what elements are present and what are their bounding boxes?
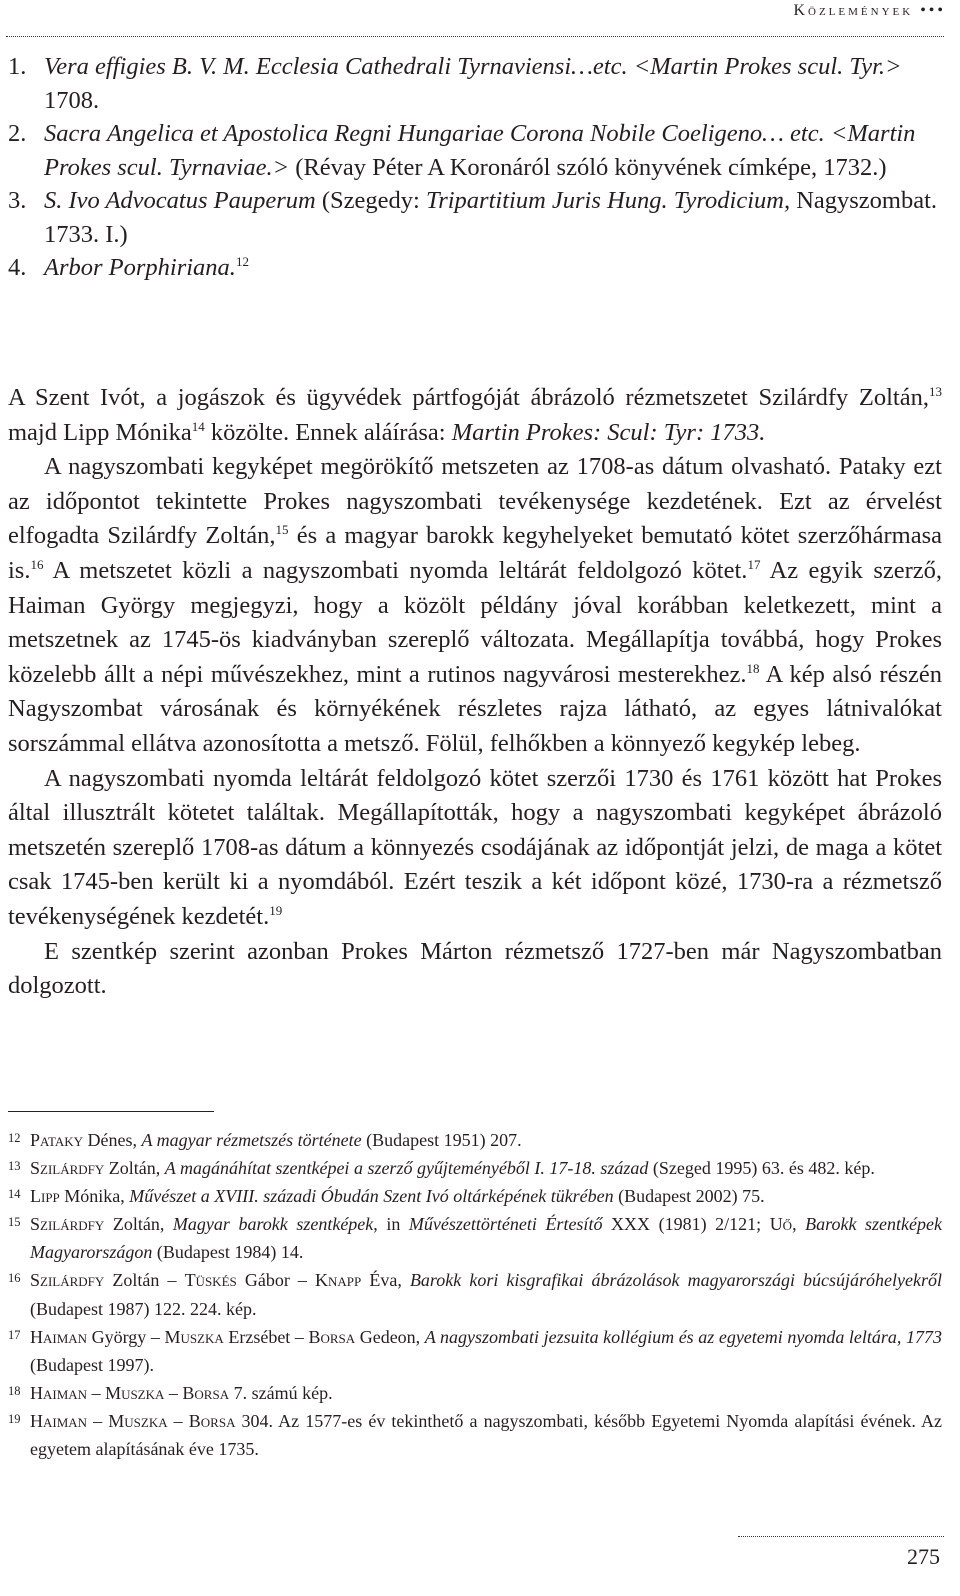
text-run: (Budapest 1951) 207.: [361, 1130, 522, 1150]
text-run: XXX (1981) 2/121;: [602, 1214, 770, 1235]
text-run: és a magyar barokk kegyhelyeket bemutató kötet szerzőhármasa is.: [8, 522, 942, 584]
author-name: Uő: [769, 1214, 793, 1235]
list-number: 3.: [8, 187, 27, 214]
text-run: 304. Az 1577-es év tekinthető a nagyszombati, később Egyetemi Nyomda alapítási évének. Az egyetem alapításának éve 1735.: [30, 1410, 942, 1460]
italic-text: Arbor Porphiriana.: [44, 254, 236, 281]
footnote: [8, 1379, 942, 1407]
engraving-list: [8, 50, 942, 285]
italic-text: Martin Prokes: Scul: Tyr: 1733.: [451, 418, 766, 446]
text-run: (Szegedy:: [315, 187, 426, 214]
paragraph: [8, 450, 942, 761]
text-run: , in: [373, 1214, 409, 1235]
author-name: Szilárdfy: [30, 1158, 105, 1179]
text-run: Mónika,: [59, 1186, 130, 1207]
footnote-number: 15: [8, 1215, 21, 1230]
author-name: Muszka: [164, 1326, 224, 1347]
italic-text: Magyar barokk szentképek: [172, 1214, 374, 1235]
text-run: A nagyszombati nyomda leltárát feldolgozó kötet szerzői 1730 és 1761 között hat Prokes által illusztrált kötetet találtak. Megállapították, hogy a nagyszombati kegyképet ábrázoló metszetén szereplő 1708-as dátum a könnyezés csodájának az időpontját jelzi, de maga a kötet csak 1745-ben került ki a nyomdából. Ezért teszik a két időpont közé, 1730-ra a rézmetsző tevékenységének kezdetét.: [8, 764, 942, 930]
footnote-ref: 13: [929, 383, 942, 399]
header-dotted-rule: [6, 36, 944, 37]
text-run: majd Lipp Mónika: [8, 418, 192, 446]
paragraph: [8, 762, 942, 935]
author-name: Haiman: [30, 1410, 88, 1431]
author-name: Lipp: [30, 1186, 60, 1207]
footnote: [8, 1323, 942, 1379]
paragraph: [8, 935, 942, 1004]
author-name: Szilárdfy: [30, 1270, 105, 1291]
italic-text: A magánáhítat szentképei a szerző gyűjteményéből I. 17-18. század: [164, 1158, 649, 1179]
page-number: 275: [907, 1544, 940, 1569]
footnote-ref: 15: [275, 522, 289, 538]
author-name: Haiman: [30, 1382, 88, 1403]
footer-dotted-rule: [738, 1536, 944, 1537]
footnote: [8, 1266, 942, 1322]
text-run: –: [87, 1382, 106, 1403]
text-run: Gedeon,: [355, 1326, 425, 1347]
text-run: (Budapest 1987) 122. 224. kép.: [30, 1298, 257, 1319]
text-run: Az egyik szerző, Haiman György megjegyzi, hogy a közölt példány jóval korábban keletkezett, mint a metszetnek az 1745-ös kiadványban szereplő változata. Megállapítja továbbá, hogy Prokes közelebb állt a népi művészekhez, mint a rutinos nagyvárosi mesterekhez.: [8, 556, 943, 688]
footnote-number: 14: [8, 1187, 21, 1202]
footnote-ref: 19: [269, 902, 283, 918]
text-run: (Budapest 2002) 75.: [613, 1186, 765, 1207]
text-run: –: [167, 1410, 189, 1431]
list-number: 1.: [8, 53, 27, 80]
text-run: Zoltán –: [104, 1270, 185, 1291]
text-run: (Budapest 1997).: [30, 1354, 154, 1375]
author-name: Borsa: [308, 1326, 356, 1347]
footnote-ref: 17: [747, 556, 761, 572]
footnote: [8, 1182, 942, 1210]
author-name: Muszka: [108, 1410, 168, 1431]
text-run: Zoltán,: [104, 1158, 165, 1179]
text-run: A metszetet közli a nagyszombati nyomda leltárát feldolgozó kötet.: [43, 556, 748, 584]
italic-text: S. Ivo Advocatus Pauperum: [44, 187, 316, 214]
footnotes: [8, 1126, 942, 1463]
footnote-number: 17: [8, 1327, 21, 1342]
text-run: 7. számú kép.: [229, 1382, 333, 1403]
list-item: [8, 50, 942, 117]
list-item: [8, 117, 942, 184]
italic-text: Barokk kori kisgrafikai ábrázolások magyarországi búcsújáróhelyekről: [409, 1270, 943, 1291]
footnote-number: 12: [8, 1131, 21, 1145]
footnote-number: 16: [8, 1271, 21, 1286]
italic-text: A magyar rézmetszés története: [141, 1130, 362, 1150]
italic-text: Művészet a XVIII. századi Óbudán Szent Ivó oltárképének tükrében: [129, 1186, 614, 1207]
text-run: ,: [792, 1214, 806, 1235]
footnote: [8, 1154, 942, 1182]
main-text: [8, 381, 942, 1004]
italic-text: Barokk szentképek Magyarországon: [30, 1214, 942, 1263]
running-header: [793, 2, 946, 20]
list-item: [8, 251, 942, 285]
ornament-dots-icon: •••: [920, 2, 946, 19]
footnote-ref: 12: [235, 253, 249, 269]
footnote-ref: 18: [746, 660, 760, 676]
text-run: A Szent Ivót, a jogászok és ügyvédek pártfogóját ábrázoló rézmetszetet Szilárdfy Zoltán,: [8, 384, 929, 411]
text-run: –: [87, 1410, 109, 1431]
text-run: (Révay Péter A Koronáról szóló könyvének címképe, 1732.): [289, 153, 887, 181]
list-number: 4.: [8, 254, 27, 281]
footnote-number: 19: [8, 1411, 21, 1426]
italic-text: Tripartitium Juris Hung. Tyrodicium,: [425, 187, 791, 214]
author-name: Pataky: [30, 1130, 84, 1150]
author-name: Szilárdfy: [30, 1214, 105, 1235]
footnote: [8, 1407, 942, 1463]
text-run: Zoltán,: [104, 1214, 173, 1235]
list-number: 2.: [8, 120, 27, 147]
italic-text: Vera effigies B. V. M. Ecclesia Cathedrali Tyrnaviensi…etc. <Martin Prokes scul. Tyr.>: [44, 53, 902, 80]
list-item: [8, 184, 942, 251]
author-name: Knapp: [315, 1270, 362, 1291]
text-run: (Budapest 1984) 14.: [152, 1242, 304, 1263]
author-name: Borsa: [182, 1382, 230, 1403]
footnote: [8, 1210, 942, 1266]
italic-text: A nagyszombati jezsuita kollégium és az egyetemi nyomda leltára, 1773: [424, 1326, 942, 1347]
paragraph: [8, 381, 942, 450]
author-name: Tüskés: [184, 1270, 237, 1291]
footnote-separator: [8, 1111, 214, 1112]
text-run: György –: [87, 1326, 165, 1347]
footnote-ref: 16: [30, 556, 44, 572]
footnote: [8, 1126, 942, 1154]
text-run: 1708.: [44, 86, 100, 114]
section-title: Közlemények: [793, 2, 914, 19]
author-name: Haiman: [30, 1326, 88, 1347]
text-run: (Szeged 1995) 63. és 482. kép.: [648, 1158, 875, 1179]
footnote-number: 18: [8, 1383, 21, 1398]
text-run: Nagyszombat. 1733. I.): [44, 187, 938, 248]
text-run: A nagyszombati kegyképet megörökítő metszeten az 1708-as dátum olvasható. Pataky ezt az időpontot tekintette Prokes nagyszombati tevékenysége kezdetének. Ezt az érvelést elfogadta Szilárdfy Zoltán,: [8, 453, 942, 550]
text-run: Erzsébet –: [223, 1326, 309, 1347]
text-run: Gábor –: [236, 1270, 316, 1291]
italic-text: Sacra Angelica et Apostolica Regni Hungariae Corona Nobile Coeligeno… etc. <Martin Prokes scul. Tyrnaviae.>: [44, 120, 916, 181]
footnote-number: 13: [8, 1159, 21, 1174]
text-run: –: [164, 1382, 183, 1403]
italic-text: Művészettörténeti Értesítő: [408, 1214, 603, 1235]
footnote-ref: 14: [191, 418, 205, 434]
text-run: Dénes,: [83, 1130, 142, 1150]
text-run: közölte. Ennek aláírása:: [204, 418, 452, 446]
text-run: E szentkép szerint azonban Prokes Márton rézmetsző 1727-ben már Nagyszombatban dolgozott.: [8, 937, 942, 1000]
text-run: Éva,: [361, 1270, 410, 1291]
author-name: Muszka: [105, 1382, 165, 1403]
author-name: Borsa: [188, 1410, 236, 1431]
text-run: A kép alsó részén Nagyszombat városának és környékének részletes rajza látható, az egyes látnivalókat sorszámmal ellátva azonosította a metsző. Fölül, felhőkben a könnyező kegykép lebeg.: [8, 660, 942, 757]
